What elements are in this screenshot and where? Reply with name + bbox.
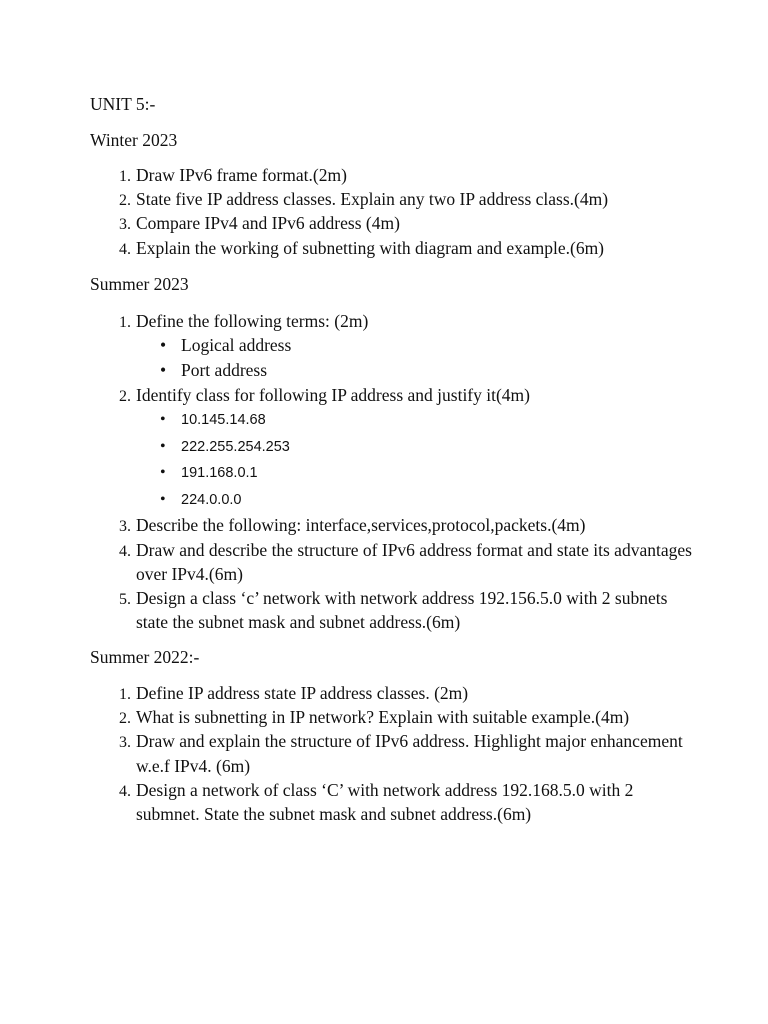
section-heading-summer-2023: Summer 2023 [90, 274, 189, 294]
section-heading-winter-2023: Winter 2023 [90, 130, 178, 150]
unit-heading: UNIT 5:- [90, 94, 156, 114]
ip-address-item: • 191.168.0.1 [181, 460, 695, 487]
question-list-summer-2023 [90, 309, 695, 634]
ip-address-item: • 10.145.14.68 [181, 407, 695, 434]
term-item: • Port address [181, 358, 695, 383]
question-item [135, 383, 695, 513]
question-item: 1. Define IP address state IP address classes. (2m) [135, 681, 695, 705]
section-heading-summer-2022: Summer 2022:- [90, 647, 200, 667]
question-item: 4. Draw and describe the structure of IPv6 address format and state its advantages over IPv4.(6m) [135, 538, 695, 586]
question-text: Identify class for following IP address and justify it(4m) [136, 385, 530, 406]
question-item: 4. Design a network of class ‘C’ with network address 192.168.5.0 with 2 submnet. State the subnet mask and subnet address.(6m) [135, 778, 695, 826]
question-item [135, 309, 695, 383]
question-item: 3. Draw and explain the structure of IPv6 address. Highlight major enhancement w.e.f IPv4. (6m) [135, 729, 695, 777]
ip-address-list [136, 407, 695, 513]
term-item: • Logical address [181, 333, 695, 358]
question-item: 4. Explain the working of subnetting with diagram and example.(6m) [135, 236, 695, 260]
term-list [136, 333, 695, 383]
question-item: 3. Describe the following: interface,services,protocol,packets.(4m) [135, 513, 695, 537]
question-text: Define the following terms: (2m) [136, 311, 369, 331]
ip-address-item: • 222.255.254.253 [181, 434, 695, 461]
question-list-summer-2022 [90, 681, 695, 826]
ip-address-item: • 224.0.0.0 [181, 487, 695, 514]
question-item: 3. Compare IPv4 and IPv6 address (4m) [135, 211, 695, 235]
question-item: 2. What is subnetting in IP network? Explain with suitable example.(4m) [135, 705, 695, 729]
question-item: 2. State five IP address classes. Explain any two IP address class.(4m) [135, 187, 695, 211]
question-item: 1. Draw IPv6 frame format.(2m) [135, 163, 695, 187]
question-item: 5. Design a class ‘c’ network with network address 192.156.5.0 with 2 subnets state the subnet mask and subnet address.(6m) [135, 586, 695, 634]
question-list-winter-2023 [90, 163, 695, 260]
